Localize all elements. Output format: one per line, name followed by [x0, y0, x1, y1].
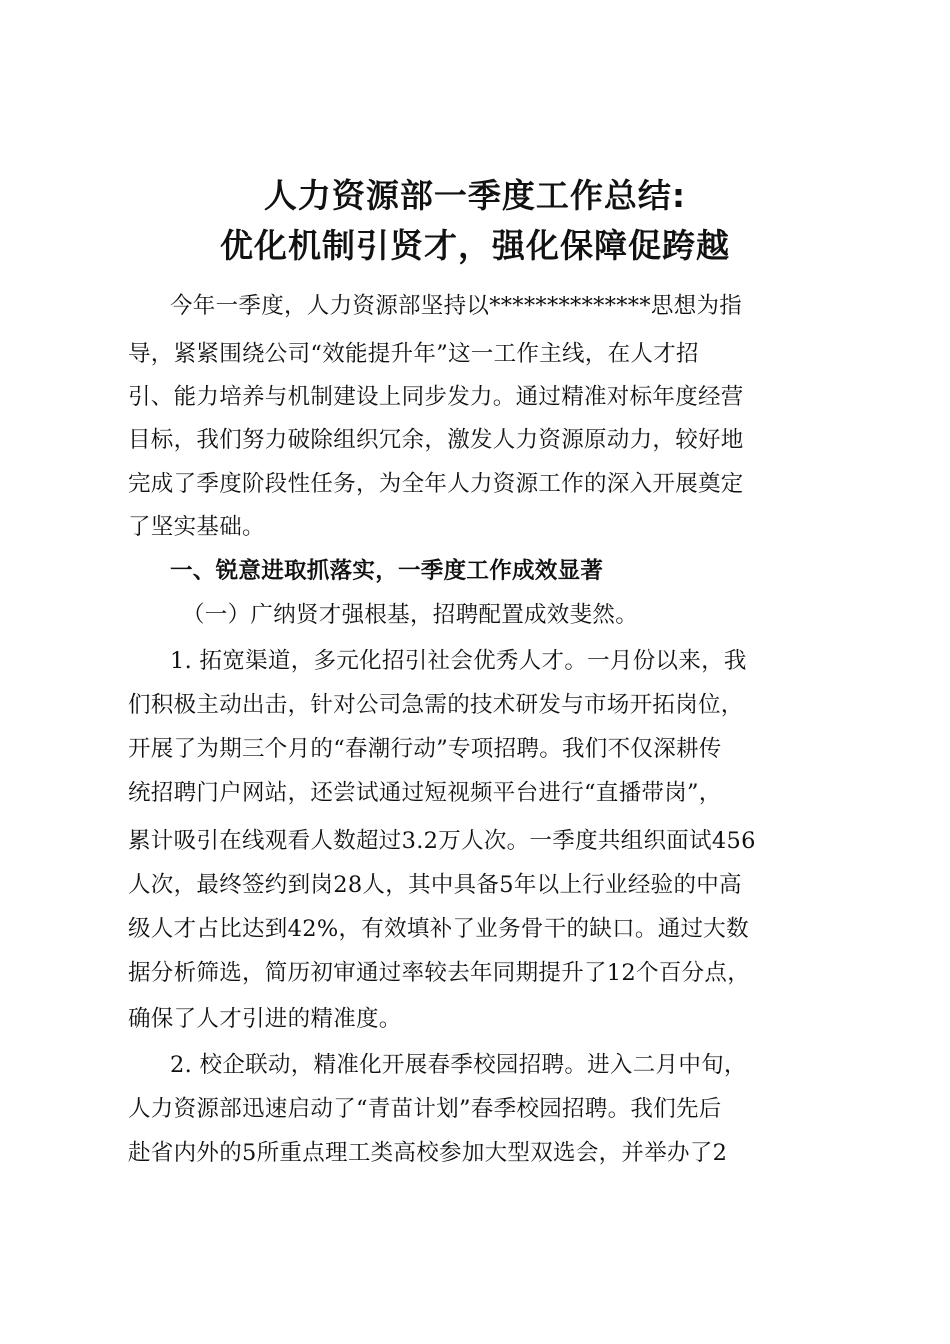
- subsection-heading: （一）广纳贤才强根基，招聘配置成效斐然。: [182, 602, 639, 628]
- paragraph-line: 累计吸引在线观看人数超过3.2万人次。一季度共组织面试456: [128, 828, 756, 854]
- paragraph-line: 赴省内外的5所重点理工类高校参加大型双选会，并举办了2: [128, 1140, 728, 1166]
- paragraph-line: 导，紧紧围绕公司“效能提升年”这一工作主线，在人才招: [128, 341, 699, 367]
- paragraph-line: 确保了人才引进的精准度。: [128, 1006, 402, 1032]
- section-heading: 一、锐意进取抓落实，一季度工作成效显著: [170, 558, 604, 584]
- paragraph-line: 目标，我们努力破除组织冗余，激发人力资源原动力，较好地: [128, 427, 744, 453]
- paragraph-line: 人次，最终签约到岗28人，其中具备5年以上行业经验的中高: [128, 872, 742, 898]
- paragraph-line: 引、能力培养与机制建设上同步发力。通过精准对标年度经营: [128, 384, 744, 410]
- document-title-line2: 优化机制引贤才，强化保障促跨越: [220, 226, 730, 265]
- paragraph-line: 开展了为期三个月的“春潮行动”专项招聘。我们不仅深耕传: [128, 736, 722, 762]
- paragraph-line: 完成了季度阶段性任务，为全年人力资源工作的深入开展奠定: [128, 471, 744, 497]
- paragraph-line: 级人才占比达到42%，有效填补了业务骨干的缺口。通过大数: [128, 916, 749, 942]
- paragraph-line: 今年一季度，人力资源部坚持以**************思想为指: [170, 293, 743, 319]
- document-title-line1: 人力资源部一季度工作总结:: [263, 176, 687, 215]
- paragraph-line: 2. 校企联动，精准化开展春季校园招聘。进入二月中旬，: [170, 1052, 747, 1078]
- paragraph-line: 人力资源部迅速启动了“青苗计划”春季校园招聘。我们先后: [128, 1096, 722, 1122]
- paragraph-line: 1. 拓宽渠道，多元化招引社会优秀人才。一月份以来，我: [170, 648, 747, 674]
- paragraph-line: 了坚实基础。: [128, 514, 265, 540]
- paragraph-line: 据分析筛选，简历初审通过率较去年同期提升了12个百分点，: [128, 960, 751, 986]
- paragraph-line: 们积极主动出击，针对公司急需的技术研发与市场开拓岗位，: [128, 692, 744, 718]
- paragraph-line: 统招聘门户网站，还尝试通过短视频平台进行“直播带岗”，: [128, 780, 722, 806]
